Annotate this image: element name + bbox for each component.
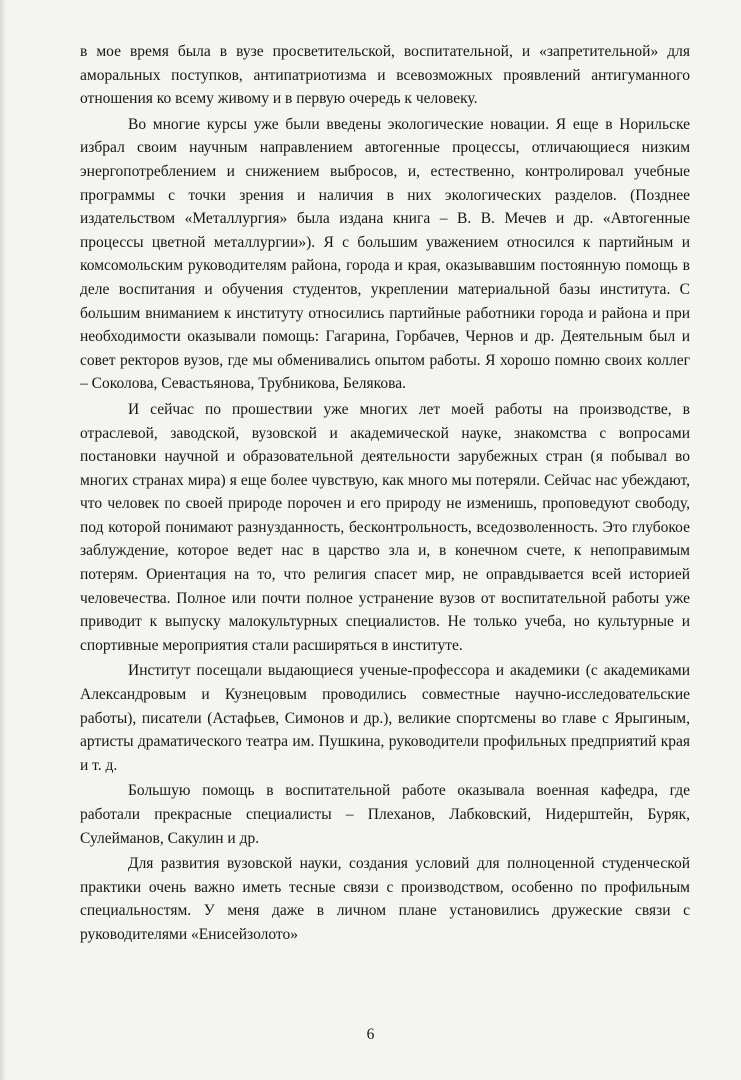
paragraph-continuation: в мое время была в вузе просветительской, воспитательной, и «запретительной» для аморальных поступков, антипатриотизма и всевозможных проявлений антигуманного отношения ко всему живому и в первую очередь к человеку. [80, 43, 690, 108]
paragraph-ecology: Во многие курсы уже были введены экологические новации. Я еще в Норильске избрал своим научным направлением автогенные процессы, отличающиеся низким энергопотреблением и снижением выбросов, и, естественно, контролировал учебные программы с точки зрения и наличия в них экологических разделов. (Позднее издательством «Металлургия» была издана книга – В. В. Мечев и др. «Автогенные процессы цветной металлургии»). Я с большим уважением относился к партийным и комсомольским руководителям района, города и края, оказывавшим постоянную помощь в деле воспитания и обучения студентов, укреплении материальной базы института. С большим вниманием к институту относились партийные работники города и района и при необходимости оказывали помощь: Гагарина, Горбачев, Чернов и др. Деятельным был и совет ректоров вузов, где мы обменивались опытом работы. Я хорошо помню своих коллег – Соколова, Севастьянова, Трубникова, Белякова. [80, 115, 690, 393]
paragraph-reflection: И сейчас по прошествии уже многих лет моей работы на производстве, в отраслевой, заводской, вузовской и академической науке, знакомства с вопросами постановки научной и образовательной деятельности зарубежных стран (я побывал во многих странах мира) я еще более чувствую, как много мы потеряли. Сейчас нас убеждают, что человек по своей природе порочен и его природу не изменишь, проповедуют свободу, под которой понимают разнузданность, бесконтрольность, вседозволенность. Это глубокое заблуждение, которое ведет нас в царство зла и, в конечном счете, к непоправимым потерям. Ориентация на то, что религия спасет мир, не оправдывается всей историей человечества. Полное или почти полное устранение вузов от воспитательной работы уже приводит к выпуску малокультурных специалистов. Не только учеба, но культурные и спортивные мероприятия стали расширяться в институте. [80, 400, 690, 654]
paragraph-science-ties: Для развития вузовской науки, создания условий для полноценной студенческой практики очень важно иметь тесные связи с производством, особенно по профильным специальностям. У меня даже в личном плане установились дружеские связи с руководителями «Енисейзолото» [80, 855, 690, 943]
page-number: 6 [366, 1026, 375, 1043]
scan-edge-shadow [0, 0, 6, 1080]
paragraph-military-department: Большую помощь в воспитательной работе оказывала военная кафедра, где работали прекрасные специалисты – Плеханов, Лабковский, Нидерштейн, Буряк, Сулейманов, Сакулин и др. [80, 782, 690, 847]
paragraph-visitors: Институт посещали выдающиеся ученые-профессора и академики (с академиками Александровым и Кузнецовым проводились совместные научно-исследовательские работы), писатели (Астафьев, Симонов и др.), великие спортсмены во главе с Ярыгиным, артисты драматического театра им. Пушкина, руководители профильных предприятий края и т. д. [80, 662, 690, 774]
body-text [80, 40, 690, 947]
